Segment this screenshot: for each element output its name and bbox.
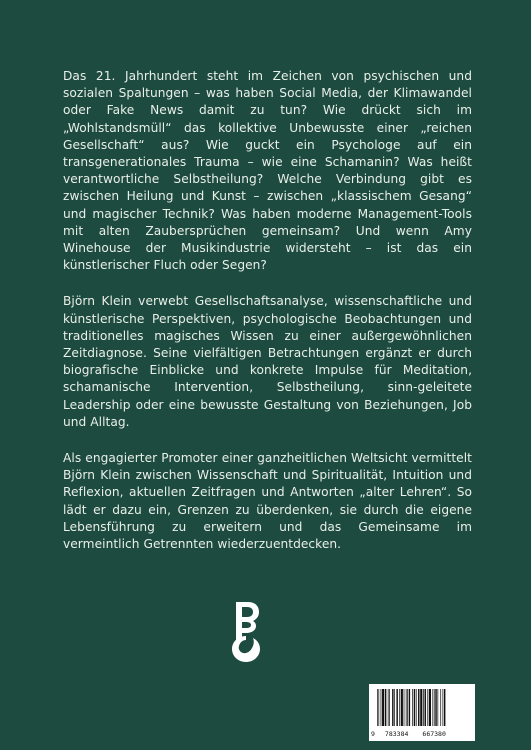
barcode-digits-right: 667380 <box>422 730 446 738</box>
blurb-paragraph-3: Als engagierter Promoter einer ganzheitlichen Weltsicht vermittelt Björn Klein zwischen Wissenschaft und Spiritualität, Intuition und Reflexion, aktuellen Zeitfragen und Antworten „alter Lehren“. So lädt er dazu ein, Grenzen zu überdenken, sie durch die eigene Lebensführung zu erweitern und das Gemeinsame im vermeintlich Getrennten wiederzuentdecken. <box>63 451 472 552</box>
isbn-barcode <box>369 684 475 741</box>
barcode-digit-lead: 9 <box>371 730 375 738</box>
blurb-paragraph-2: Björn Klein verwebt Gesellschaftsanalyse, wissenschaftliche und künstlerische Perspektiven, psychologische Beobachtungen und traditionelles magisches Wissen zu einer außergewöhnlichen Zeitdiagnose. Seine vielfältigen Betrachtungen ergänzt er durch biografische Einblicke und konkrete Impulse für Meditation, schamanische Intervention, Selbstheilung, sinn-geleitete Leadership oder eine bewusste Gestaltung von Beziehungen, Job und Alltag. <box>63 294 472 429</box>
publisher-logo-icon <box>228 600 264 664</box>
blurb-paragraph-1: Das 21. Jahrhundert steht im Zeichen von psychischen und sozialen Spaltungen – was haben Social Media, der Klimawandel oder Fake News damit zu tun? Wie drückt sich im „Wohlstandsmüll“ das kollektive Unbewusste einer „reichen Gesellschaft“ aus? Wie guckt ein Psychologe auf ein transgenerationales Trauma – wie eine Schamanin? Was heißt verantwortliche Selbstheilung? Welche Verbindung gibt es zwischen Heilung und Kunst – zwischen „klassischem Gesang“ und magischer Technik? Was haben moderne Management-Tools mit alten Zaubersprüchen gemeinsam? Und wenn Amy Winehouse der Musikindustrie widersteht – ist das ein künstlerischer Fluch oder Segen? <box>63 69 472 273</box>
barcode-digits <box>371 730 473 738</box>
blurb-text <box>63 68 472 572</box>
barcode-bars <box>377 689 467 726</box>
barcode-digits-left: 783384 <box>384 730 409 738</box>
